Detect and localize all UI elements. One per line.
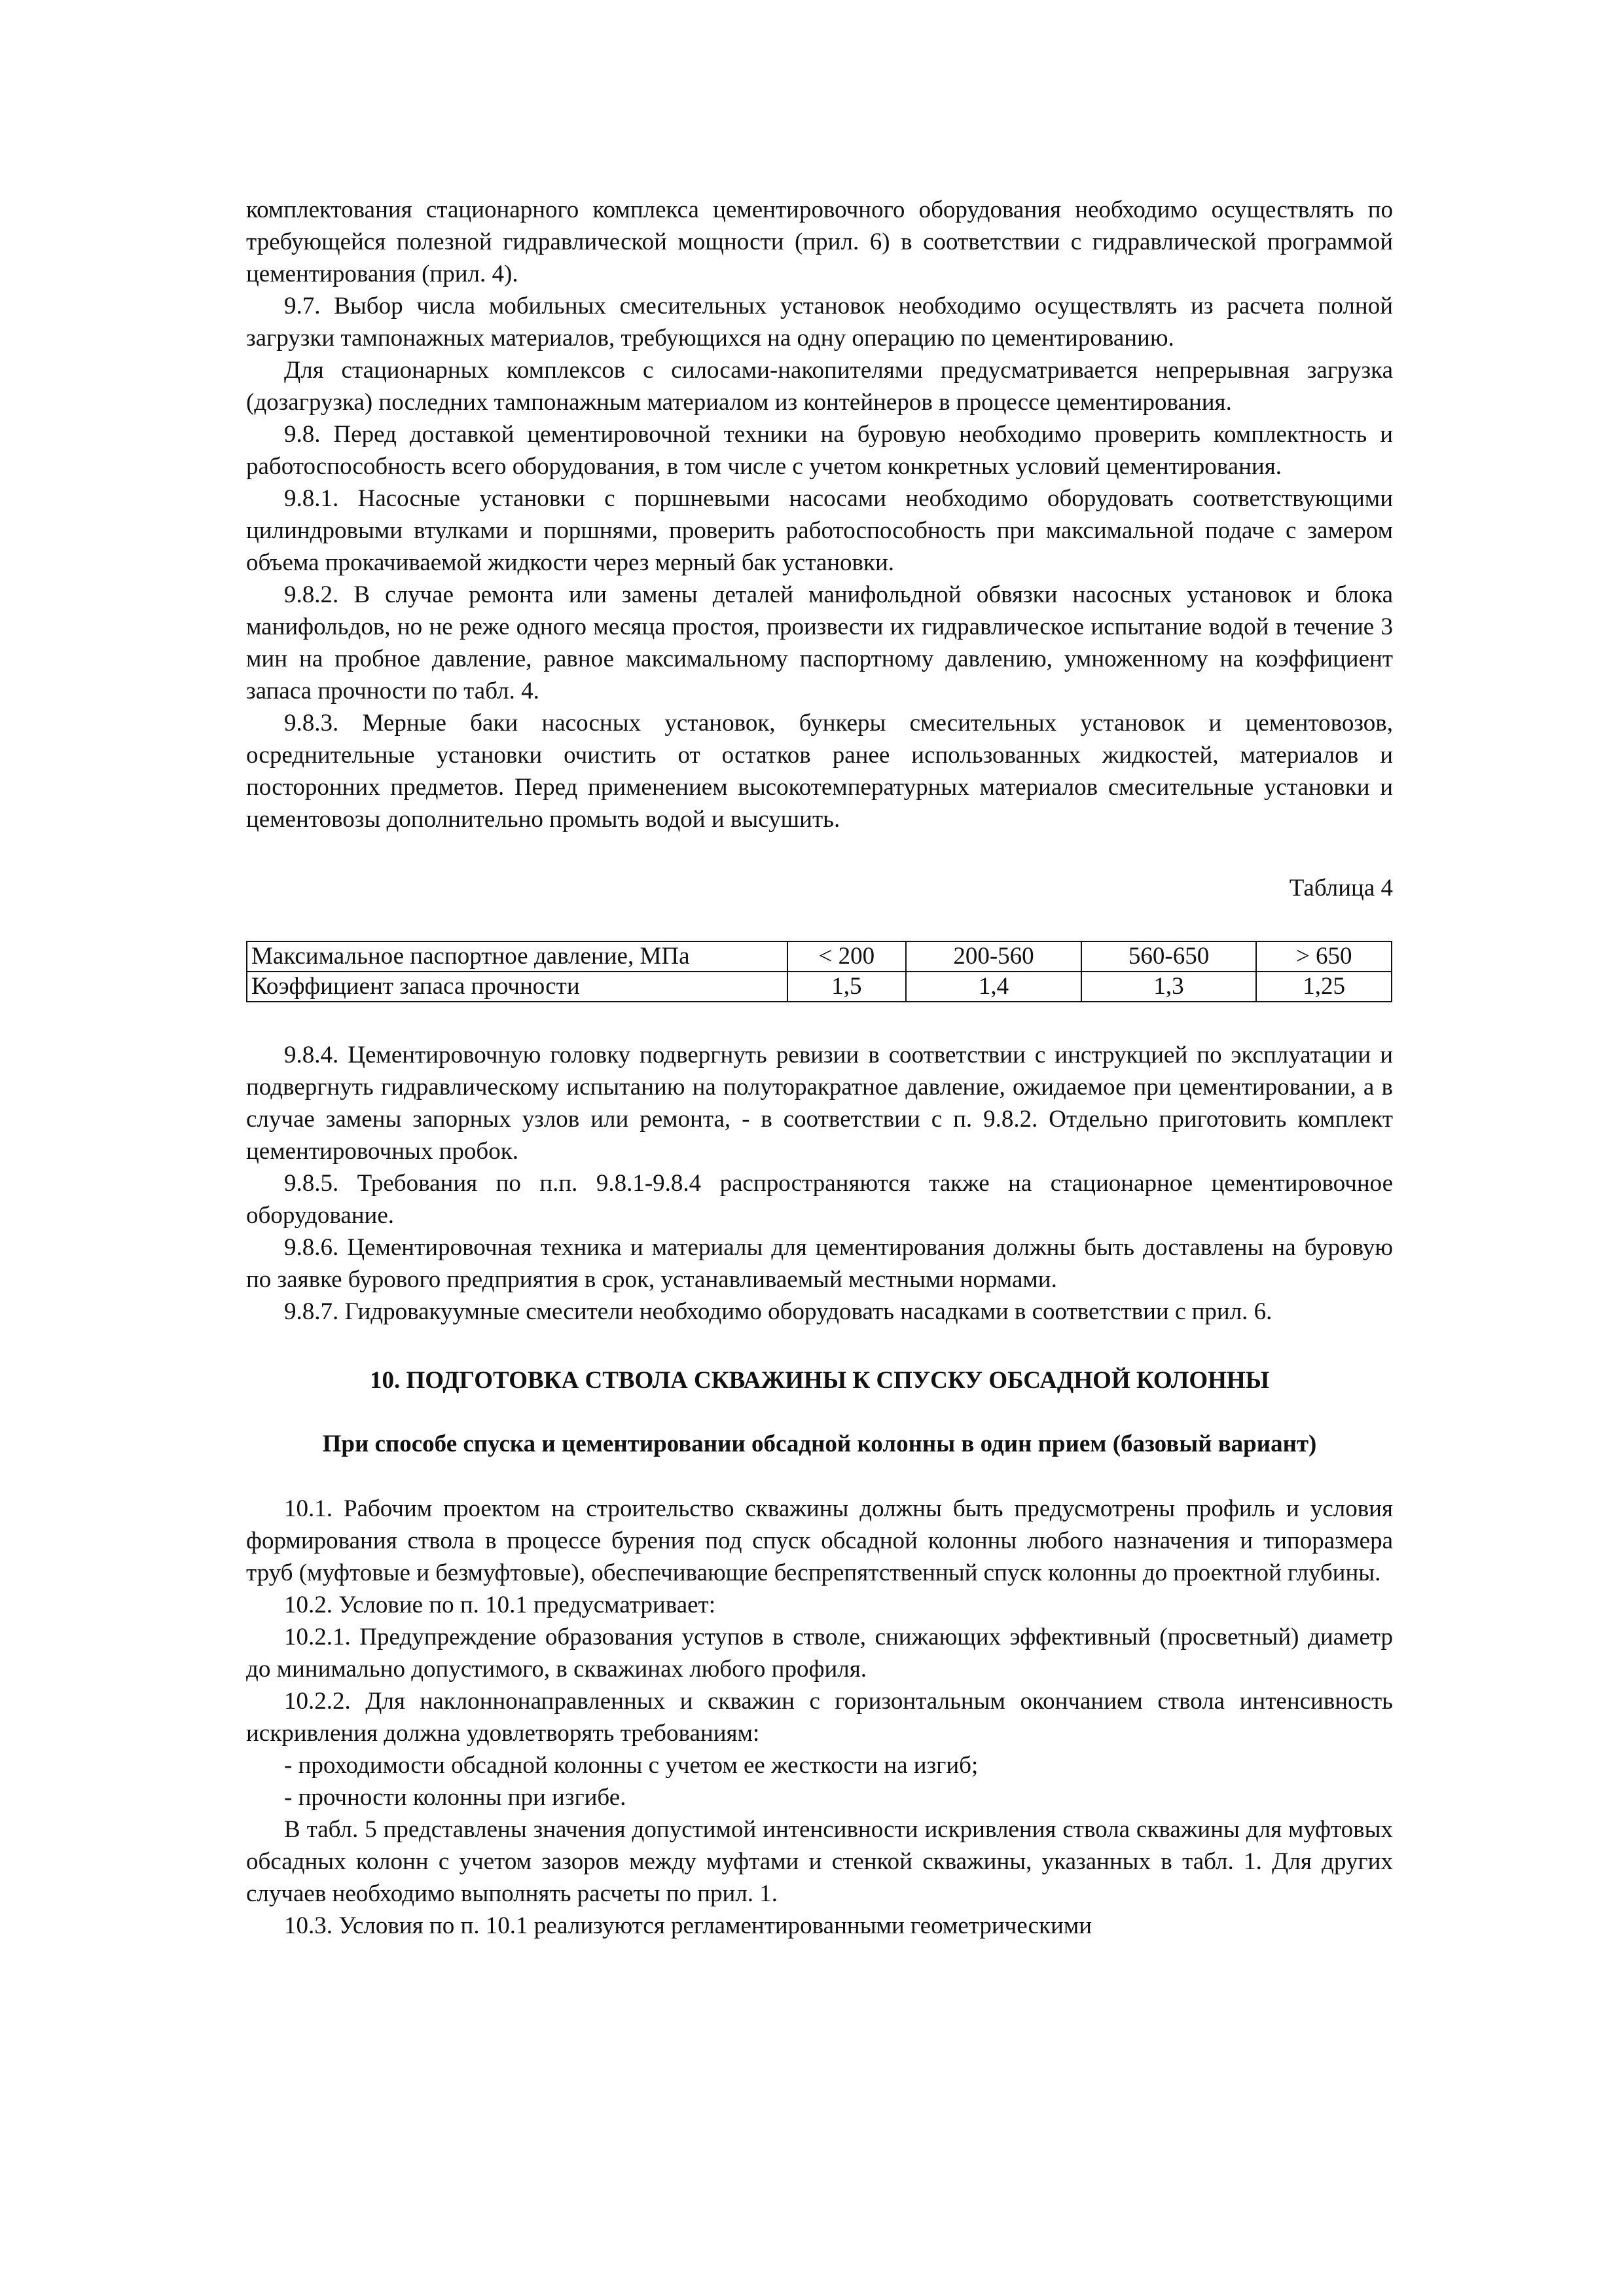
list-item-passability: - проходимости обсадной колонны с учетом ее жесткости на изгиб; bbox=[284, 1752, 979, 1779]
paragraph-9-8-1: 9.8.1. Насосные установки с поршневыми насосами необходимо оборудовать соответствующими цилиндровыми втулками и поршнями, проверить работоспособность при максимальной подаче с замером объема прокачиваемой жидкости через мерный бак установки. bbox=[246, 485, 1393, 576]
table-cell: 560-650 bbox=[1081, 941, 1257, 972]
table-cell: 1,25 bbox=[1256, 972, 1392, 1002]
table-4 bbox=[246, 941, 1392, 1002]
paragraph-10-2-2: 10.2.2. Для наклоннонаправленных и скважин с горизонтальным окончанием ствола интенсивность искривления должна удовлетворять требованиям: bbox=[246, 1688, 1393, 1747]
paragraph-10-1: 10.1. Рабочим проектом на строительство скважины должны быть предусмотрены профиль и условия формирования ствола в процессе бурения под спуск обсадной колонны любого назначения и типоразмера труб (муфтовые и безмуфтовые), обеспечивающие беспрепятственный спуск колонны до проектной глубины. bbox=[246, 1495, 1393, 1586]
table-cell-label: Максимальное паспортное давление, МПа bbox=[247, 941, 787, 972]
paragraph-9-8-3: 9.8.3. Мерные баки насосных установок, бункеры смесительных установок и цементовозов, осреднительные установки очистить от остатков ранее использованных жидкостей, материалов и посторонних предметов. Перед применением высокотемпературных материалов смесительные установки и цементовозы дополнительно промыть водой и высушить. bbox=[246, 710, 1393, 833]
list-item-strength: - прочности колонны при изгибе. bbox=[284, 1784, 626, 1811]
paragraph-9-8-5: 9.8.5. Требования по п.п. 9.8.1-9.8.4 распространяются также на стационарное цементировочное оборудование. bbox=[246, 1170, 1393, 1229]
paragraph-10-2: 10.2. Условие по п. 10.1 предусматривает: bbox=[284, 1592, 715, 1618]
table-row-safety-factor bbox=[247, 972, 1392, 1002]
table-cell: 200-560 bbox=[906, 941, 1081, 972]
table-row-max-pressure bbox=[247, 941, 1392, 972]
table-cell: 1,3 bbox=[1081, 972, 1257, 1002]
paragraph-9-8: 9.8. Перед доставкой цементировочной техники на буровую необходимо проверить комплектность и работоспособность всего оборудования, в том числе с учетом конкретных условий цементирования. bbox=[246, 421, 1393, 480]
paragraph-9-8-4: 9.8.4. Цементировочную головку подвергнуть ревизии в соответствии с инструкцией по эксплуатации и подвергнуть гидравлическому испытанию на полуторакратное давление, ожидаемое при цементировании, а в случае замены запорных узлов или ремонта, - в соответствии с п. 9.8.2. Отдельно приготовить комплект цементировочных пробок. bbox=[246, 1042, 1393, 1165]
paragraph-10-2-1: 10.2.1. Предупреждение образования уступов в стволе, снижающих эффективный (просветный) диаметр до минимально допустимого, в скважинах любого профиля. bbox=[246, 1624, 1393, 1683]
paragraph-9-8-2: 9.8.2. В случае ремонта или замены деталей манифольдной обвязки насосных установок и блока манифольдов, но не реже одного месяца простоя, произвести их гидравлическое испытание водой в течение 3 мин на пробное давление, равное максимальному паспортному давлению, умноженному на коэффициент запаса прочности по табл. 4. bbox=[246, 581, 1393, 704]
table-cell: 1,5 bbox=[787, 972, 907, 1002]
table-4-caption: Таблица 4 bbox=[1289, 875, 1393, 902]
paragraph-9-8-6: 9.8.6. Цементировочная техника и материалы для цементирования должны быть доставлены на буровую по заявке бурового предприятия в срок, устанавливаемый местными нормами. bbox=[246, 1234, 1393, 1293]
paragraph-10-3: 10.3. Условия по п. 10.1 реализуются регламентированными геометрическими bbox=[284, 1912, 1092, 1939]
paragraph-table-5-note: В табл. 5 представлены значения допустимой интенсивности искривления ствола скважины для муфтовых обсадных колонн с учетом зазоров между муфтами и стенкой скважины, указанных в табл. 1. Для других случаев необходимо выполнять расчеты по прил. 1. bbox=[246, 1816, 1393, 1907]
section-10-heading: 10. ПОДГОТОВКА СТВОЛА СКВАЖИНЫ К СПУСКУ ОБСАДНОЙ КОЛОННЫ bbox=[369, 1367, 1270, 1394]
paragraph-silos: Для стационарных комплексов с силосами-накопителями предусматривается непрерывная загрузка (дозагрузка) последних тампонажным материалом из контейнеров в процессе цементирования. bbox=[246, 357, 1393, 416]
paragraph-9-7: 9.7. Выбор числа мобильных смесительных установок необходимо осуществлять из расчета полной загрузки тампонажных материалов, требующихся на одну операцию по цементированию. bbox=[246, 293, 1393, 352]
paragraph-continuation: комплектования стационарного комплекса цементировочного оборудования необходимо осуществлять по требующейся полезной гидравлической мощности (прил. 6) в соответствии с гидравлической программой цементирования (прил. 4). bbox=[246, 196, 1393, 287]
table-cell: 1,4 bbox=[906, 972, 1081, 1002]
paragraph-9-8-7: 9.8.7. Гидровакуумные смесители необходимо оборудовать насадками в соответствии с прил. 6. bbox=[284, 1298, 1272, 1325]
table-cell: < 200 bbox=[787, 941, 907, 972]
table-cell: > 650 bbox=[1256, 941, 1392, 972]
table-cell-label: Коэффициент запаса прочности bbox=[247, 972, 787, 1002]
document-page bbox=[246, 194, 1393, 1942]
section-10-subheading: При способе спуска и цементировании обсадной колонны в один прием (базовый вариант) bbox=[322, 1430, 1317, 1457]
